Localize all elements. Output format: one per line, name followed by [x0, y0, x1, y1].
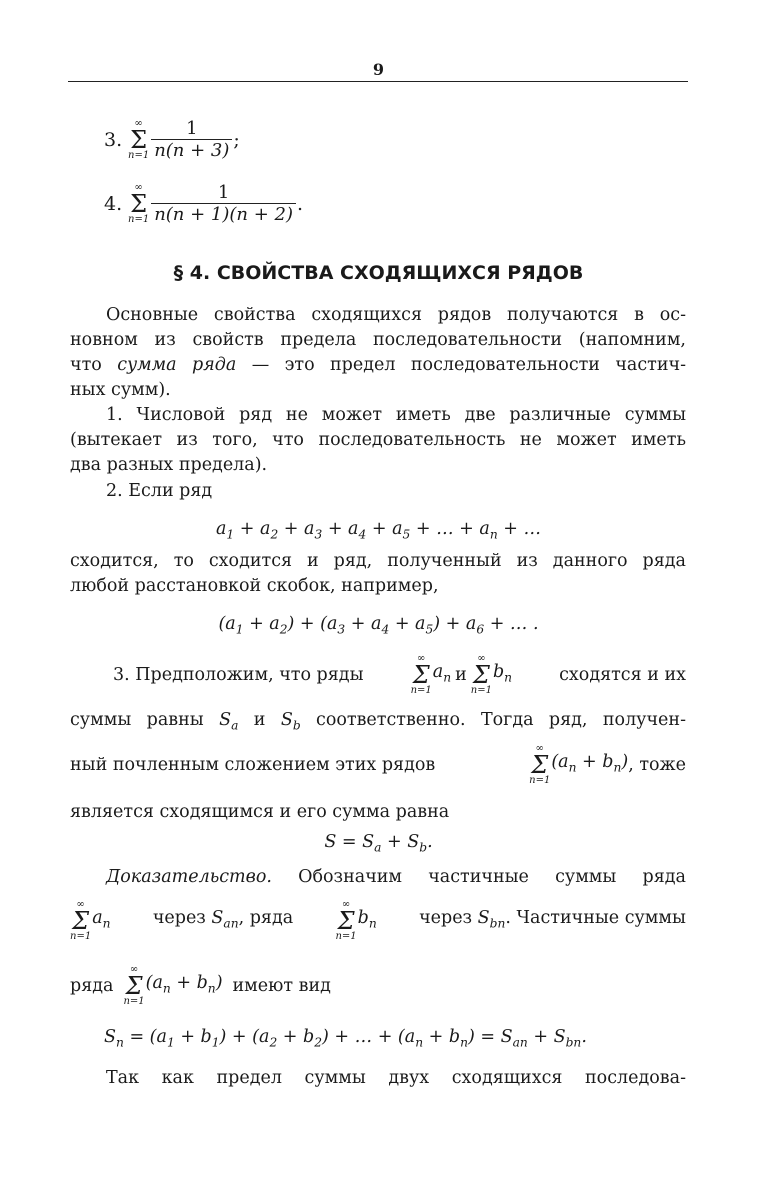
text-line — [70, 740, 686, 790]
text-line: новном из свойств предела последовательности (напомним, — [70, 330, 686, 350]
sum-operator — [335, 900, 356, 942]
formula-series — [0, 517, 757, 547]
text-span: имеют вид — [232, 976, 331, 996]
fraction-denominator: n(n + 1)(n + 2) — [151, 203, 296, 225]
sum-upper-limit: ∞ — [477, 653, 486, 664]
sum-pair — [411, 654, 512, 696]
formula-text: $(a_1 + a_2) + (a_3 + a_4 + a_5) + a_6$ + … . — [218, 614, 539, 637]
sigma-symbol: Σ — [125, 972, 143, 1000]
formula-partial-sums — [104, 1025, 704, 1055]
sum-operator — [471, 654, 492, 696]
sigma-symbol: Σ — [72, 907, 90, 935]
sum-bn — [335, 900, 376, 942]
text-line: является сходящимся и его сумма равна — [70, 802, 450, 822]
sum-an — [70, 900, 111, 942]
sum-operator — [128, 183, 149, 225]
sum-an — [411, 654, 452, 696]
fraction-numerator: 1 — [186, 118, 198, 139]
sum-upper-limit: ∞ — [535, 743, 544, 754]
formula-brackets — [0, 612, 757, 642]
sum-term: $a_n$ — [432, 662, 452, 685]
page-number: 9 — [372, 60, 385, 79]
text-span: , тоже — [628, 755, 686, 775]
sigma-symbol: Σ — [412, 661, 430, 689]
section-heading: § 4. СВОЙСТВА СХОДЯЩИХСЯ РЯДОВ — [173, 262, 584, 284]
text-line: суммы равны $S_a$ и $S_b$ соответственно. Тогда ряд, получен- — [70, 710, 686, 733]
sum-lower-limit: n=1 — [123, 996, 145, 1007]
formula-text: $a_1 + a_2 + a_3 + a_4 + a_5$ + … + $a_n$ + … — [215, 519, 542, 542]
conjunction: и — [455, 665, 467, 685]
text-span: через $S_{an}$, ряда — [152, 908, 294, 931]
sigma-symbol: Σ — [531, 751, 549, 779]
sum-term: $(a_n + b_n)$ — [145, 973, 223, 996]
sum-lower-limit: n=1 — [335, 931, 357, 942]
sum-upper-limit: ∞ — [341, 899, 351, 910]
sum-term: $a_n$ — [92, 908, 111, 931]
text-span: что — [70, 355, 118, 375]
text-line — [70, 893, 686, 949]
sigma-symbol: Σ — [130, 189, 148, 218]
formula-sum-equality — [0, 830, 757, 860]
sum-with-tail — [529, 744, 686, 786]
text-span: сходятся и их — [559, 665, 686, 685]
sum-bn — [471, 654, 512, 696]
exercise-label: 4. — [104, 192, 123, 215]
sigma-symbol: Σ — [337, 907, 355, 935]
text-line — [113, 650, 686, 700]
emphasized-term: сумма ряда — [117, 355, 237, 375]
sum-term: $b_n$ — [492, 662, 513, 685]
text-line: 2. Если ряд — [106, 481, 213, 501]
text-span: Обозначим частичные суммы ряда — [271, 867, 686, 887]
punctuation: ; — [233, 128, 240, 151]
sigma-symbol: Σ — [472, 661, 490, 689]
text-line: Основные свойства сходящихся рядов получаются в ос- — [106, 305, 686, 325]
text-line: два разных предела). — [70, 455, 268, 475]
text-line: 1. Числовой ряд не может иметь две различные суммы — [106, 405, 686, 425]
sum-lower-limit: n=1 — [70, 931, 92, 942]
sum-upper-limit: ∞ — [417, 653, 426, 664]
text-line: Так как предел суммы двух сходящихся последова- — [106, 1068, 686, 1088]
fraction — [151, 182, 296, 225]
sum-upper-limit: ∞ — [134, 181, 143, 193]
sum-anbn — [123, 965, 222, 1007]
sum-term: $(a_n + b_n)$ — [551, 752, 629, 775]
text-line: (вытекает из того, что последовательность не может иметь — [70, 430, 686, 450]
exercise-label: 3. — [104, 128, 123, 151]
fraction — [151, 118, 232, 161]
sum-term: $b_n$ — [357, 908, 377, 931]
header-rule — [68, 81, 688, 82]
sum-operator — [123, 965, 144, 1007]
text-span: ряда — [70, 976, 114, 996]
text-span: — это предел последовательности частич- — [236, 355, 686, 375]
sum-lower-limit: n=1 — [128, 213, 150, 225]
text-span: через $S_{bn}$. Частичные суммы — [419, 908, 686, 931]
fraction-denominator: n(n + 3) — [151, 139, 232, 161]
sum-operator — [70, 900, 91, 942]
text-line: любой расстановкой скобок, например, — [70, 576, 439, 596]
text-line — [70, 353, 686, 377]
sum-operator — [529, 744, 550, 786]
fraction-numerator: 1 — [217, 182, 230, 203]
punctuation: . — [297, 192, 304, 215]
text-line: ных сумм). — [70, 380, 171, 400]
text-line — [106, 865, 686, 889]
proof-label: Доказательство. — [106, 867, 272, 887]
sum-upper-limit: ∞ — [76, 899, 85, 910]
exercise-3 — [104, 118, 240, 161]
text-span: 3. Предположим, что ряды — [113, 665, 364, 685]
formula-text: $S = S_a + S_b$. — [324, 832, 433, 855]
sum-upper-limit: ∞ — [134, 117, 143, 129]
sigma-symbol: Σ — [130, 125, 148, 154]
text-span: ный почленным сложением этих рядов — [70, 755, 436, 775]
text-line: сходится, то сходится и ряд, полученный из данного ряда — [70, 551, 686, 571]
exercise-4 — [104, 182, 303, 225]
sum-operator — [411, 654, 432, 696]
sum-lower-limit: n=1 — [470, 685, 492, 696]
sum-anbn — [529, 744, 628, 786]
formula-text: $S_n = (a_1 + b_1) + (a_2 + b_2)$ + … + $(a_n + b_n) = S_{an} + S_{bn}$. — [104, 1027, 587, 1050]
sum-lower-limit: n=1 — [410, 685, 432, 696]
sum-lower-limit: n=1 — [529, 775, 551, 786]
sum-upper-limit: ∞ — [129, 964, 139, 975]
text-line — [70, 958, 686, 1014]
sum-operator — [128, 119, 149, 161]
sum-lower-limit: n=1 — [128, 149, 150, 161]
